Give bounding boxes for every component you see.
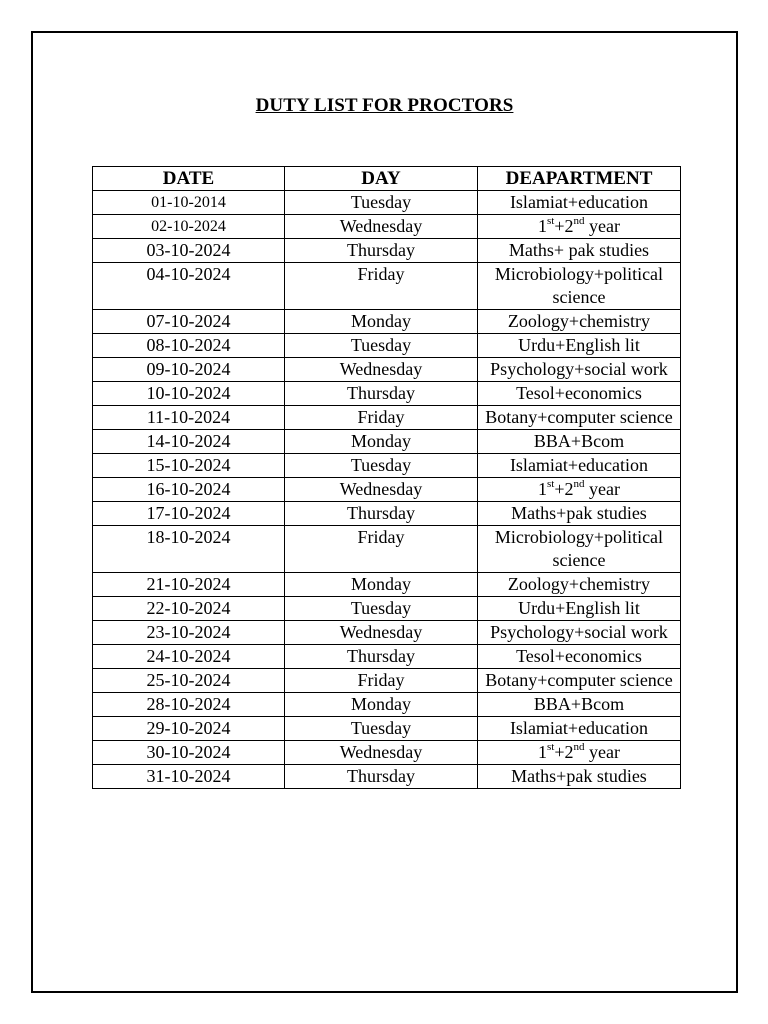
page-border	[31, 31, 738, 993]
ordinal-suffix: nd	[573, 478, 585, 490]
day-cell: Wednesday	[285, 741, 478, 765]
date-cell: 24-10-2024	[93, 645, 285, 669]
date-cell: 25-10-2024	[93, 669, 285, 693]
department-cell: Zoology+chemistry	[478, 573, 681, 597]
day-cell: Monday	[285, 693, 478, 717]
ordinal-suffix: nd	[573, 215, 585, 227]
column-header-department: DEAPARTMENT	[478, 167, 681, 191]
date-cell: 30-10-2024	[93, 741, 285, 765]
date-cell: 08-10-2024	[93, 334, 285, 358]
duty-table	[92, 166, 681, 789]
day-cell: Friday	[285, 526, 478, 573]
date-cell: 21-10-2024	[93, 573, 285, 597]
day-cell: Wednesday	[285, 621, 478, 645]
table-row	[93, 215, 681, 239]
date-cell: 10-10-2024	[93, 382, 285, 406]
department-cell: BBA+Bcom	[478, 430, 681, 454]
day-cell: Thursday	[285, 645, 478, 669]
department-text-part: year	[584, 479, 620, 499]
date-cell: 03-10-2024	[93, 239, 285, 263]
day-cell: Wednesday	[285, 478, 478, 502]
table-row	[93, 263, 681, 310]
department-text-part: year	[584, 742, 620, 762]
department-cell: Islamiat+education	[478, 454, 681, 478]
ordinal-suffix: nd	[573, 741, 585, 753]
table-row	[93, 741, 681, 765]
date-cell: 15-10-2024	[93, 454, 285, 478]
day-cell: Thursday	[285, 382, 478, 406]
department-cell: Microbiology+political science	[478, 263, 681, 310]
day-cell: Tuesday	[285, 597, 478, 621]
page-title: DUTY LIST FOR PROCTORS	[255, 95, 514, 116]
date-cell: 14-10-2024	[93, 430, 285, 454]
table-row	[93, 693, 681, 717]
department-cell: Maths+pak studies	[478, 502, 681, 526]
table-row	[93, 765, 681, 789]
department-text-part: +2	[554, 742, 574, 762]
table-row	[93, 573, 681, 597]
department-cell: Zoology+chemistry	[478, 310, 681, 334]
department-cell: Tesol+economics	[478, 645, 681, 669]
table-row	[93, 310, 681, 334]
department-cell: Microbiology+political science	[478, 526, 681, 573]
date-cell: 09-10-2024	[93, 358, 285, 382]
day-cell: Monday	[285, 310, 478, 334]
department-cell: Botany+computer science	[478, 406, 681, 430]
table-row	[93, 239, 681, 263]
day-cell: Tuesday	[285, 717, 478, 741]
column-header-day: DAY	[285, 167, 478, 191]
day-cell: Tuesday	[285, 454, 478, 478]
department-cell: Islamiat+education	[478, 717, 681, 741]
table-row	[93, 597, 681, 621]
ordinal-suffix: st	[547, 215, 555, 227]
day-cell: Friday	[285, 669, 478, 693]
column-header-date: DATE	[93, 167, 285, 191]
department-cell	[478, 215, 681, 239]
table-row	[93, 621, 681, 645]
day-cell: Wednesday	[285, 215, 478, 239]
table-row	[93, 191, 681, 215]
ordinal-suffix: st	[547, 741, 555, 753]
table-row	[93, 502, 681, 526]
table-row	[93, 358, 681, 382]
table-header-row	[93, 167, 681, 191]
date-cell: 17-10-2024	[93, 502, 285, 526]
date-cell: 16-10-2024	[93, 478, 285, 502]
date-cell: 29-10-2024	[93, 717, 285, 741]
table-row	[93, 382, 681, 406]
day-cell: Monday	[285, 430, 478, 454]
date-cell: 18-10-2024	[93, 526, 285, 573]
date-cell: 28-10-2024	[93, 693, 285, 717]
table-row	[93, 717, 681, 741]
day-cell: Thursday	[285, 239, 478, 263]
day-cell: Wednesday	[285, 358, 478, 382]
day-cell: Tuesday	[285, 334, 478, 358]
date-cell: 07-10-2024	[93, 310, 285, 334]
department-cell: Maths+ pak studies	[478, 239, 681, 263]
day-cell: Monday	[285, 573, 478, 597]
day-cell: Thursday	[285, 765, 478, 789]
department-text-part: +2	[554, 216, 574, 236]
day-cell: Thursday	[285, 502, 478, 526]
department-text-part: year	[584, 216, 620, 236]
table-row	[93, 669, 681, 693]
department-text-part: 1	[538, 479, 547, 499]
day-cell: Friday	[285, 263, 478, 310]
date-cell: 01-10-2014	[93, 191, 285, 215]
date-cell: 02-10-2024	[93, 215, 285, 239]
department-text-part: 1	[538, 216, 547, 236]
department-cell: Botany+computer science	[478, 669, 681, 693]
date-cell: 11-10-2024	[93, 406, 285, 430]
date-cell: 22-10-2024	[93, 597, 285, 621]
department-cell: Urdu+English lit	[478, 334, 681, 358]
department-cell: BBA+Bcom	[478, 693, 681, 717]
department-cell: Tesol+economics	[478, 382, 681, 406]
day-cell: Friday	[285, 406, 478, 430]
table-row	[93, 526, 681, 573]
department-cell: Psychology+social work	[478, 621, 681, 645]
department-cell	[478, 478, 681, 502]
day-cell: Tuesday	[285, 191, 478, 215]
date-cell: 04-10-2024	[93, 263, 285, 310]
department-cell: Psychology+social work	[478, 358, 681, 382]
department-text-part: +2	[554, 479, 574, 499]
department-cell	[478, 741, 681, 765]
ordinal-suffix: st	[547, 478, 555, 490]
department-text-part: 1	[538, 742, 547, 762]
date-cell: 23-10-2024	[93, 621, 285, 645]
table-row	[93, 406, 681, 430]
department-cell: Maths+pak studies	[478, 765, 681, 789]
table-row	[93, 334, 681, 358]
table-row	[93, 454, 681, 478]
department-cell: Urdu+English lit	[478, 597, 681, 621]
department-cell: Islamiat+education	[478, 191, 681, 215]
table-row	[93, 478, 681, 502]
table-row	[93, 430, 681, 454]
table-row	[93, 645, 681, 669]
date-cell: 31-10-2024	[93, 765, 285, 789]
